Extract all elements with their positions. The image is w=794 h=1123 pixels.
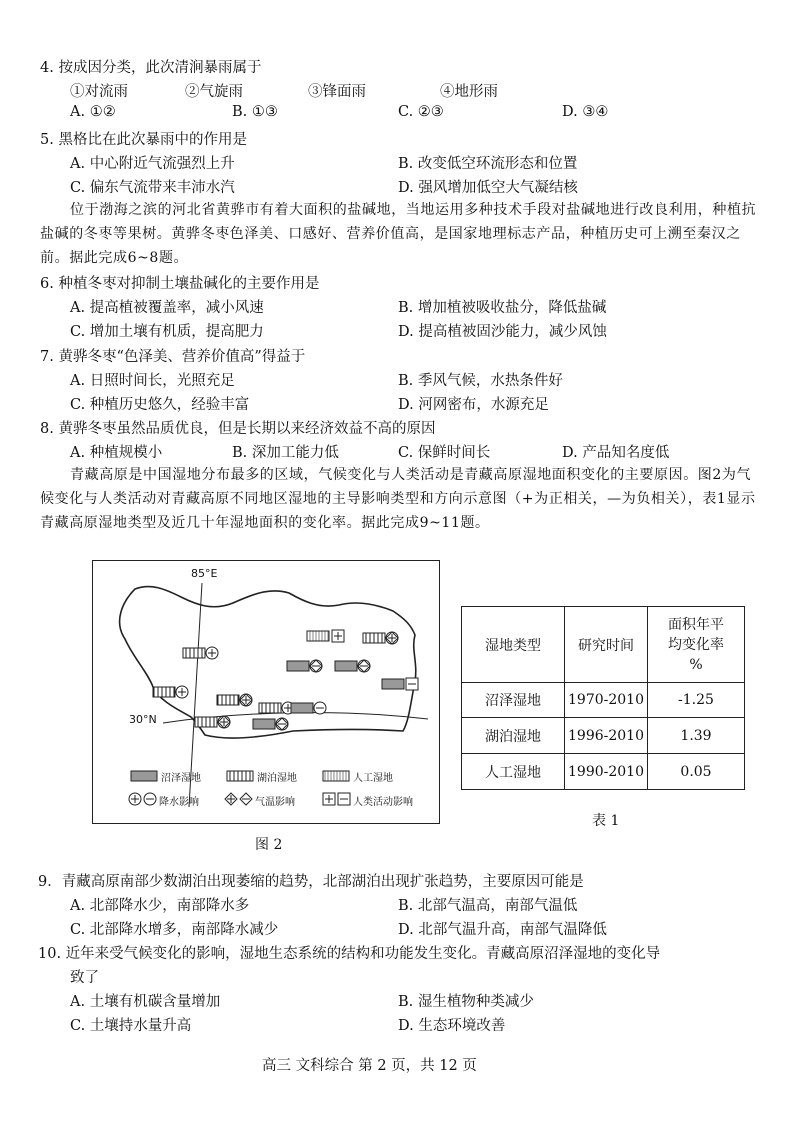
question-9-option-d[interactable]: D. 北部气温升高，南部气温降低 [398, 922, 607, 938]
latitude-label: 30°N [129, 713, 157, 726]
question-9-option-c[interactable]: C. 北部降水增多，南部降水减少 [70, 922, 279, 938]
question-8-stem: 8. 黄骅冬枣虽然品质优良，但是长期以来经济效益不高的原因 [40, 421, 436, 437]
symbol-lake-temp-sw [195, 716, 230, 728]
question-8-option-a[interactable]: A. 种植规模小 [70, 445, 163, 461]
question-4-item-2: ②气旋雨 [185, 84, 243, 100]
question-5-option-b[interactable]: B. 改变低空环流形态和位置 [398, 156, 578, 172]
question-9-option-b[interactable]: B. 北部气温高，南部气温低 [398, 898, 578, 914]
passage-1: 位于渤海之滨的河北省黄骅市有着大面积的盐碱地，当地运用多种技术手段对盐碱地进行改良利用，种植抗盐碱的冬枣等果树。黄骅冬枣色泽美、口感好、营养价值高，是国家地理标志产品，种植历史可上溯至秦汉之前。据此完成6~8题。 [40, 202, 757, 266]
question-6-option-b[interactable]: B. 增加植被吸收盐分，降低盐碱 [398, 300, 607, 316]
symbol-lake-temp-ne [363, 632, 398, 644]
question-7-option-d[interactable]: D. 河网密布，水源充足 [398, 397, 549, 413]
table-header-row [462, 607, 745, 683]
question-6-option-a[interactable]: A. 提高植被覆盖率，减小风速 [70, 300, 264, 316]
question-6-stem: 6. 种植冬枣对抑制土壤盐碱化的主要作用是 [40, 276, 320, 292]
legend-human-icon [323, 793, 350, 805]
question-4-stem: 4. 按成因分类，此次清涧暴雨属于 [40, 60, 262, 76]
question-8-option-b[interactable]: B. 深加工能力低 [232, 445, 339, 461]
symbol-lake-temp-c [217, 694, 252, 706]
figure-2-map [92, 560, 440, 824]
symbol-marsh-precip-neg-c [291, 702, 326, 714]
question-9-option-a[interactable]: A. 北部降水少，南部降水多 [70, 898, 250, 914]
question-10-option-d[interactable]: D. 生态环境改善 [398, 1018, 506, 1034]
symbol-lake-precip-w [153, 686, 188, 698]
symbol-marsh-temp-neg-s [253, 718, 288, 730]
table-row: 人工湿地 1990-2010 0.05 [462, 754, 745, 790]
table-row: 沼泽湿地 1970-2010 -1.25 [462, 683, 745, 718]
question-10-option-a[interactable]: A. 土壤有机碳含量增加 [70, 994, 221, 1010]
question-4-item-1: ①对流雨 [70, 84, 128, 100]
question-4-option-b[interactable]: B. ①③ [232, 104, 278, 120]
table-header-type: 湿地类型 [462, 607, 565, 683]
symbol-marsh-temp-neg-c [287, 660, 322, 672]
table-row: 湖泊湿地 1996-2010 1.39 [462, 718, 745, 754]
question-4-option-c[interactable]: C. ②③ [398, 104, 444, 120]
question-7-stem: 7. 黄骅冬枣“色泽美、营养价值高”得益于 [40, 349, 306, 365]
table-header-period: 研究时间 [565, 607, 648, 683]
symbol-marsh-temp-neg-e [335, 660, 370, 672]
longitude-label: 85°E [191, 567, 218, 580]
question-10-stem-cont: 致了 [70, 970, 99, 986]
page-footer: 高三 文科综合 第 2 页，共 12 页 [262, 1058, 477, 1074]
legend-artificial-label: 人工湿地 [353, 773, 393, 784]
symbol-lake-precip-nw [183, 647, 218, 659]
table-1-caption: 表 1 [592, 813, 620, 829]
legend-marsh-label: 沼泽湿地 [161, 773, 201, 784]
legend-marsh [131, 771, 157, 781]
question-4-option-a[interactable]: A. ①② [70, 104, 116, 120]
question-7-option-b[interactable]: B. 季风气候，水热条件好 [398, 373, 563, 389]
question-4-item-3: ③锋面雨 [308, 84, 366, 100]
symbol-lake-precip-c [259, 702, 294, 714]
question-5-option-a[interactable]: A. 中心附近气流强烈上升 [70, 156, 235, 172]
question-7-option-c[interactable]: C. 种植历史悠久，经验丰富 [70, 397, 250, 413]
question-8-option-c[interactable]: C. 保鲜时间长 [398, 445, 491, 461]
plateau-outline [120, 587, 416, 738]
legend-lake-label: 湖泊湿地 [257, 773, 297, 784]
symbol-artificial-human-n [307, 630, 344, 642]
question-9-stem: 9．青藏高原南部少数湖泊出现萎缩的趋势，北部湖泊出现扩张趋势，主要原因可能是 [38, 874, 584, 890]
table-header-rate: 面积年平 均变化率 % [648, 607, 745, 683]
question-10-stem: 10. 近年来受气候变化的影响，湿地生态系统的结构和功能发生变化。青藏高原沼泽湿地的变化导 [38, 946, 661, 962]
question-8-option-d[interactable]: D. 产品知名度低 [562, 445, 670, 461]
legend-temp-label: 气温影响 [255, 797, 295, 808]
legend-precip-icon [129, 793, 156, 805]
question-5-stem: 5. 黑格比在此次暴雨中的作用是 [40, 132, 247, 148]
legend-temp-icon [225, 793, 252, 805]
passage-2: 青藏高原是中国湿地分布最多的区域，气候变化与人类活动是青藏高原湿地面积变化的主要原因。图2为气候变化与人类活动对青藏高原不同地区湿地的主导影响类型和方向示意图（+为正相关，—为负相关），表1显示青藏高原湿地类型及近几十年湿地面积的变化率。据此完成9~11题。 [40, 467, 756, 531]
question-4-item-4: ④地形雨 [440, 84, 498, 100]
question-5-option-c[interactable]: C. 偏东气流带来丰沛水汽 [70, 180, 235, 196]
legend-precip-label: 降水影响 [159, 797, 199, 808]
question-7-option-a[interactable]: A. 日照时间长，光照充足 [70, 373, 235, 389]
question-6-option-c[interactable]: C. 增加土壤有机质，提高肥力 [70, 324, 264, 340]
question-10-option-b[interactable]: B. 湿生植物种类减少 [398, 994, 534, 1010]
question-6-option-d[interactable]: D. 提高植被固沙能力，减少风蚀 [398, 324, 607, 340]
legend-lake [227, 771, 253, 781]
legend-artificial [323, 771, 349, 781]
table-1 [461, 606, 745, 790]
question-4-option-d[interactable]: D. ③④ [562, 104, 609, 120]
symbol-marsh-human-neg-e [382, 678, 418, 690]
legend-human-label: 人类活动影响 [353, 797, 413, 808]
figure-2-caption: 图 2 [255, 837, 283, 853]
question-5-option-d[interactable]: D. 强风增加低空大气凝结核 [398, 180, 578, 196]
question-10-option-c[interactable]: C. 土壤持水量升高 [70, 1018, 192, 1034]
